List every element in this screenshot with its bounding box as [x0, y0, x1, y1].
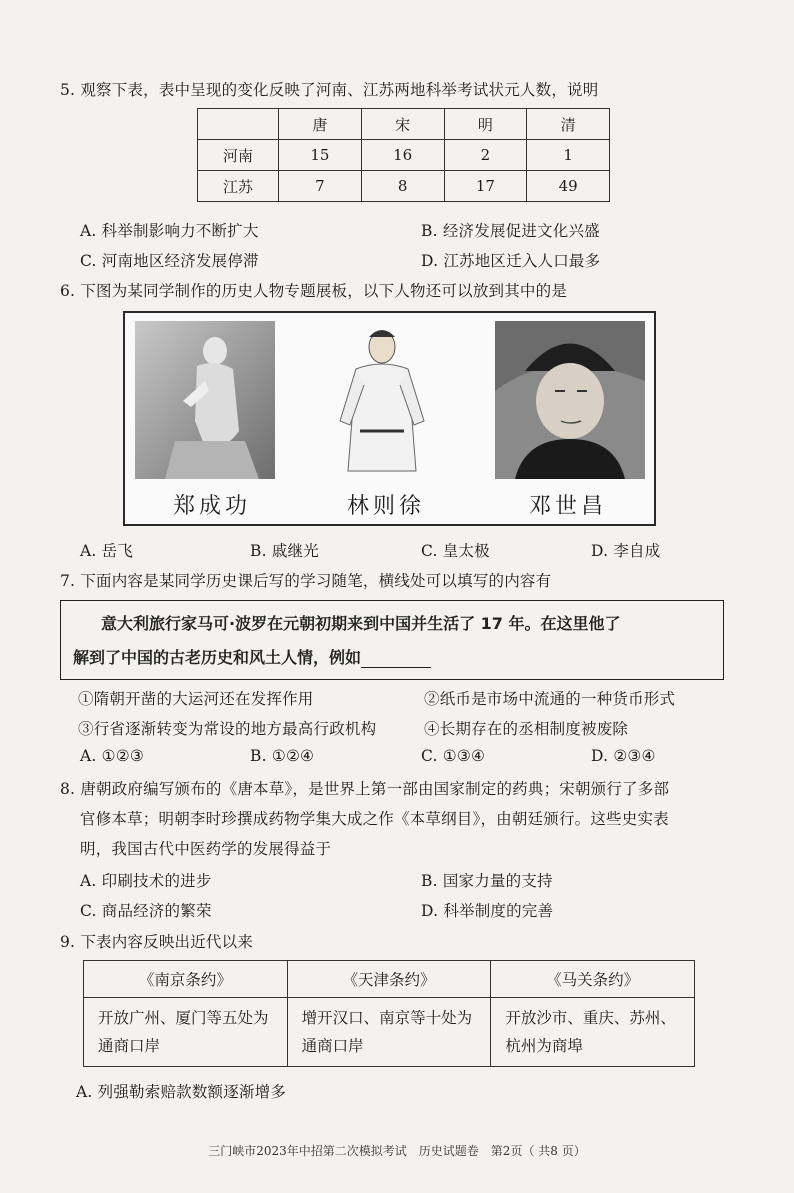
caption-zheng-chenggong: 郑成功: [173, 494, 252, 519]
q5-option-c: C. 河南地区经济发展停滞: [80, 252, 259, 270]
q6-stem: 6. 下图为某同学制作的历史人物专题展板，以下人物还可以放到其中的是: [60, 282, 568, 300]
table-cell: 7: [279, 171, 362, 202]
q5-table: [197, 108, 610, 202]
q7-stem: 7. 下面内容是某同学历史课后写的学习随笔，横线处可以填写的内容有: [60, 572, 552, 590]
q8-option-c: C. 商品经济的繁荣: [80, 902, 212, 920]
table-cell: 开放沙市、重庆、苏州、杭州为商埠: [491, 998, 695, 1067]
q5-stem: 5. 观察下表，表中呈现的变化反映了河南、江苏两地科举考试状元人数，说明: [60, 81, 599, 99]
table-cell: 河南: [198, 140, 279, 171]
q5-option-a: A. 科举制影响力不断扩大: [80, 222, 259, 240]
treaty-nanjing-header: 《南京条约》: [84, 961, 288, 998]
q8-stem-line-2: 官修本草；明朝李时珍撰成药物学集大成之作《本草纲目》，由朝廷颁行。这些史实表: [80, 810, 669, 828]
q9-option-a: A. 列强勒索赔款数额逐渐增多: [76, 1083, 287, 1101]
table-row: [198, 140, 610, 171]
q6-option-c: C. 皇太极: [421, 542, 490, 560]
page-footer: 三门峡市2023年中招第二次模拟考试 历史试题卷 第2页（ 共8 页）: [208, 1144, 586, 1158]
table-cell: 清: [527, 109, 610, 140]
q7-option-d: D. ②③④: [591, 747, 656, 765]
q8-stem-line-1: 8. 唐朝政府编写颁布的《唐本草》，是世界上第一部由国家制定的药典；宋朝颁行了多部: [60, 780, 670, 798]
q9-stem: 9. 下表内容反映出近代以来: [60, 933, 254, 951]
q7-option-b: B. ①②④: [250, 747, 315, 765]
table-cell: 49: [527, 171, 610, 202]
q8-option-d: D. 科举制度的完善: [421, 902, 554, 920]
statue-portrait-image: [135, 321, 275, 479]
caption-deng-shichang: 邓世昌: [529, 494, 608, 519]
table-cell: 增开汉口、南京等十处为通商口岸: [287, 998, 491, 1067]
treaty-tianjin-header: 《天津条约》: [287, 961, 491, 998]
table-header-row: [84, 961, 695, 998]
table-cell: 2: [444, 140, 527, 171]
treaty-shimonoseki-header: 《马关条约》: [491, 961, 695, 998]
q9-treaty-table: [83, 960, 695, 1067]
table-cell: 江苏: [198, 171, 279, 202]
q7-option-a: A. ①②③: [80, 747, 144, 765]
q6-option-d: D. 李自成: [591, 542, 661, 560]
q7-note-box: [60, 600, 724, 680]
q6-option-a: A. 岳飞: [80, 542, 134, 560]
q7-note-line-2: [73, 645, 431, 668]
table-row: [198, 171, 610, 202]
table-cell: [198, 109, 279, 140]
table-header-row: [198, 109, 610, 140]
table-cell: 宋: [361, 109, 444, 140]
table-cell: 15: [279, 140, 362, 171]
q7-option-c: C. ①③④: [421, 747, 486, 765]
q8-stem-line-3: 明，我国古代中医药学的发展得益于: [80, 840, 332, 858]
q6-exhibit-board: [123, 311, 656, 526]
table-cell: 开放广州、厦门等五处为通商口岸: [84, 998, 288, 1067]
q5-option-b: B. 经济发展促进文化兴盛: [421, 222, 600, 240]
table-cell: 17: [444, 171, 527, 202]
q7-note-line-2-text: 解到了中国的古老历史和风土人情，例如: [73, 648, 362, 667]
table-cell: 唐: [279, 109, 362, 140]
hat-figure-portrait-image: [495, 321, 645, 479]
table-cell: 1: [527, 140, 610, 171]
fill-blank: [361, 651, 431, 668]
table-row: [84, 998, 695, 1067]
table-cell: 明: [444, 109, 527, 140]
caption-lin-zexu: 林则徐: [347, 494, 426, 519]
q7-item-3: ③行省逐渐转变为常设的地方最高行政机构: [78, 720, 377, 738]
standing-figure-portrait-image: [320, 321, 445, 479]
q6-option-b: B. 戚继光: [250, 542, 319, 560]
q7-note-line-1: 意大利旅行家马可·波罗在元朝初期来到中国并生活了 17 年。在这里他了: [101, 614, 621, 633]
q7-item-4: ④长期存在的丞相制度被废除: [424, 720, 629, 738]
q8-option-a: A. 印刷技术的进步: [80, 872, 212, 890]
q8-option-b: B. 国家力量的支持: [421, 872, 553, 890]
q5-option-d: D. 江苏地区迁入人口最多: [421, 252, 601, 270]
q7-item-1: ①隋朝开凿的大运河还在发挥作用: [78, 690, 314, 708]
table-cell: 16: [361, 140, 444, 171]
q7-item-2: ②纸币是市场中流通的一种货币形式: [424, 690, 676, 708]
table-cell: 8: [361, 171, 444, 202]
